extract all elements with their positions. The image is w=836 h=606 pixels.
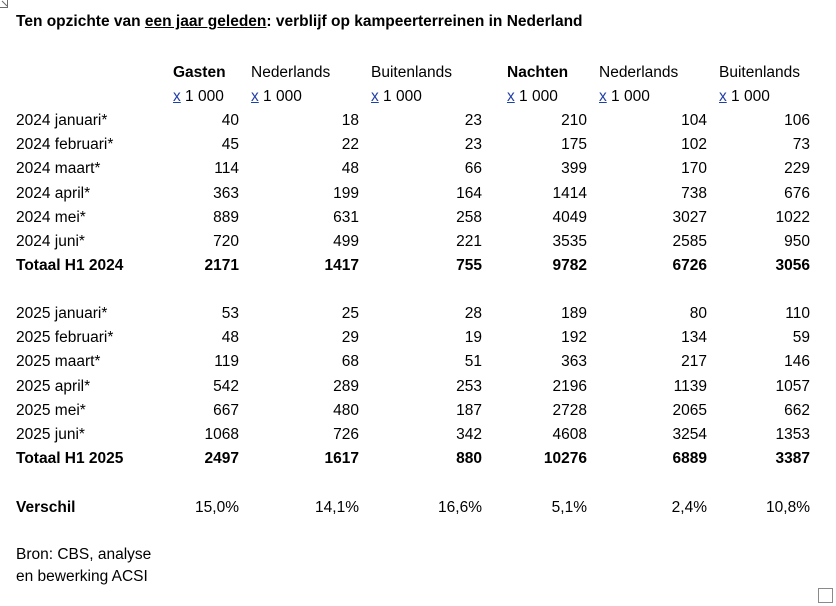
unit-x: x xyxy=(173,88,181,105)
difference-value: 16,6% xyxy=(438,499,482,516)
column-header: Nederlands xyxy=(251,64,331,81)
table-row-2024-value: 73 xyxy=(792,136,810,154)
table-row-2025-value: 59 xyxy=(792,329,810,347)
table-row-2024-value: 399 xyxy=(561,160,587,178)
total-row-2025-value: 2497 xyxy=(204,450,239,468)
total-row-2025-value: 6889 xyxy=(672,450,707,468)
page-title xyxy=(16,13,583,31)
unit-rest: 1 000 xyxy=(514,88,558,105)
table-row-2025-value: 28 xyxy=(464,305,482,322)
difference-value: 10,8% xyxy=(766,499,810,516)
table-row-2024-value: 499 xyxy=(333,233,359,250)
table-row-2024-value: 45 xyxy=(221,136,239,154)
table-row-2024-value: 48 xyxy=(341,160,359,178)
difference-value: 2,4% xyxy=(671,499,707,516)
table-row-2024-value: 258 xyxy=(456,208,482,226)
table-row-2024-value: 889 xyxy=(213,208,239,226)
table-row-2025-value: 189 xyxy=(561,305,587,322)
table-row-2025-value: 4608 xyxy=(552,426,587,443)
table-row-2024-value: 720 xyxy=(213,233,239,250)
table-row-2024-label: 2024 maart* xyxy=(16,160,101,178)
table-row-2025-value: 2728 xyxy=(552,401,587,419)
resize-handle-icon[interactable] xyxy=(818,588,833,603)
table-row-2024-value: 950 xyxy=(784,233,810,250)
total-row-2025-value: 10276 xyxy=(543,450,587,468)
table-row-2024-value: 4049 xyxy=(552,208,587,226)
table-row-2025-label: 2025 april* xyxy=(16,377,91,395)
table-row-2024-label: 2024 februari* xyxy=(16,136,114,154)
table-row-2025-value: 2196 xyxy=(552,377,587,395)
unit-rest: 1 000 xyxy=(258,88,302,105)
table-row-2024-label: 2024 januari* xyxy=(16,112,108,129)
table-row-2025-value: 1353 xyxy=(775,426,810,443)
table-row-2024-value: 229 xyxy=(784,160,810,178)
unit-rest: 1 000 xyxy=(726,88,770,105)
total-row-2025-value: 1617 xyxy=(324,450,359,468)
difference-value: 15,0% xyxy=(195,499,239,516)
total-row-2024-value: 1417 xyxy=(324,257,359,275)
table-row-2024-value: 2585 xyxy=(672,233,707,250)
table-row-2025-label: 2025 maart* xyxy=(16,353,101,371)
unit-x: x xyxy=(251,88,259,105)
source-line-1: Bron: CBS, analyse xyxy=(16,546,152,563)
total-row-2024-value: 3056 xyxy=(775,257,810,275)
table-row-2024-value: 66 xyxy=(464,160,482,178)
table-row-2024-value: 22 xyxy=(341,136,359,154)
table-row-2024-value: 40 xyxy=(221,112,239,129)
total-row-2025-label: Totaal H1 2025 xyxy=(16,450,124,468)
table-row-2025-value: 253 xyxy=(456,377,482,395)
table-row-2025-value: 1057 xyxy=(775,377,810,395)
table-row-2025-value: 542 xyxy=(213,377,239,395)
table-row-2025-value: 51 xyxy=(464,353,482,371)
table-row-2024-value: 23 xyxy=(464,112,482,129)
table-row-2025-value: 19 xyxy=(464,329,482,347)
unit-label xyxy=(719,87,770,106)
table-row-2025-label: 2025 juni* xyxy=(16,426,85,443)
table-row-2025-value: 53 xyxy=(221,305,239,322)
table-row-2025-label: 2025 februari* xyxy=(16,329,114,347)
source-line-2: en bewerking ACSI xyxy=(16,568,148,585)
table-row-2024-value: 738 xyxy=(681,184,707,202)
unit-rest: 1 000 xyxy=(180,88,224,105)
table-row-2024-value: 102 xyxy=(681,136,707,154)
total-row-2024-value: 2171 xyxy=(204,257,239,275)
table-row-2025-value: 68 xyxy=(341,353,359,371)
table-row-2025-value: 2065 xyxy=(672,401,707,419)
total-row-2024-value: 6726 xyxy=(672,257,707,275)
title-suffix: : verblijf op kampeerterreinen in Nederland xyxy=(266,13,583,30)
table-row-2025-value: 134 xyxy=(681,329,707,347)
table-row-2024-value: 363 xyxy=(213,184,239,202)
table-row-2025-value: 342 xyxy=(456,426,482,443)
unit-x: x xyxy=(507,88,515,105)
column-header: Gasten xyxy=(173,64,226,81)
table-row-2024-value: 18 xyxy=(341,112,359,129)
unit-label xyxy=(507,87,558,106)
table-row-2025-label: 2025 januari* xyxy=(16,305,108,322)
unit-rest: 1 000 xyxy=(378,88,422,105)
table-row-2025-value: 662 xyxy=(784,401,810,419)
column-header: Buitenlands xyxy=(719,64,801,81)
table-row-2024-value: 199 xyxy=(333,184,359,202)
table-row-2025-value: 25 xyxy=(341,305,359,322)
column-header: Nederlands xyxy=(599,64,679,81)
difference-value: 14,1% xyxy=(315,499,359,516)
table-row-2024-label: 2024 april* xyxy=(16,184,91,202)
table-row-2024-value: 175 xyxy=(561,136,587,154)
difference-label: Verschil xyxy=(16,499,76,516)
unit-label xyxy=(173,87,224,106)
unit-x: x xyxy=(599,88,607,105)
table-row-2025-value: 119 xyxy=(214,353,239,371)
title-underlined: een jaar geleden xyxy=(144,13,267,30)
table-row-2025-value: 110 xyxy=(785,305,810,322)
table-row-2025-value: 3254 xyxy=(672,426,707,443)
table-row-2024-value: 221 xyxy=(456,233,482,250)
table-row-2024-value: 3027 xyxy=(672,208,707,226)
table-row-2024-value: 104 xyxy=(681,112,707,129)
table-row-2024-value: 3535 xyxy=(552,233,587,250)
unit-rest: 1 000 xyxy=(606,88,650,105)
table-row-2024-value: 210 xyxy=(561,112,587,129)
table-row-2025-value: 192 xyxy=(561,329,587,347)
table-row-2025-value: 29 xyxy=(341,329,359,347)
total-row-2024-label: Totaal H1 2024 xyxy=(16,257,124,275)
column-header: Nachten xyxy=(507,64,569,81)
table-row-2024-value: 23 xyxy=(464,136,482,154)
title-prefix: Ten opzichte van xyxy=(16,13,145,30)
table-row-2025-value: 667 xyxy=(213,401,239,419)
table-row-2024-value: 114 xyxy=(214,160,239,178)
table-row-2024-value: 106 xyxy=(784,112,810,129)
table-row-2025-value: 1139 xyxy=(673,377,707,395)
difference-value: 5,1% xyxy=(551,499,587,516)
unit-x: x xyxy=(719,88,727,105)
table-row-2024-value: 170 xyxy=(681,160,707,178)
total-row-2024-value: 9782 xyxy=(552,257,587,275)
table-row-2024-value: 1022 xyxy=(775,208,810,226)
table-row-2025-label: 2025 mei* xyxy=(16,401,86,419)
unit-x: x xyxy=(371,88,379,105)
source-note xyxy=(16,544,151,588)
table-row-2025-value: 48 xyxy=(221,329,239,347)
total-row-2024-value: 755 xyxy=(456,257,482,275)
unit-label xyxy=(251,87,302,106)
table-row-2025-value: 217 xyxy=(681,353,707,371)
total-row-2025-value: 880 xyxy=(456,450,482,468)
table-row-2024-value: 164 xyxy=(456,184,482,202)
table-row-2025-value: 363 xyxy=(561,353,587,371)
table-row-2025-value: 80 xyxy=(689,305,707,322)
corner-marker-icon xyxy=(0,0,8,8)
table-row-2024-label: 2024 juni* xyxy=(16,233,85,250)
table-row-2024-value: 676 xyxy=(784,184,810,202)
table-row-2025-value: 726 xyxy=(333,426,359,443)
unit-label xyxy=(371,87,422,106)
table-row-2024-value: 631 xyxy=(333,208,359,226)
table-row-2025-value: 1068 xyxy=(204,426,239,443)
table-row-2024-label: 2024 mei* xyxy=(16,208,86,226)
table-row-2025-value: 289 xyxy=(333,377,359,395)
table-row-2025-value: 480 xyxy=(333,401,359,419)
unit-label xyxy=(599,87,650,106)
column-header: Buitenlands xyxy=(371,64,453,81)
table-row-2025-value: 187 xyxy=(456,401,482,419)
table-row-2025-value: 146 xyxy=(784,353,810,371)
table-row-2024-value: 1414 xyxy=(552,184,587,202)
total-row-2025-value: 3387 xyxy=(775,450,810,468)
